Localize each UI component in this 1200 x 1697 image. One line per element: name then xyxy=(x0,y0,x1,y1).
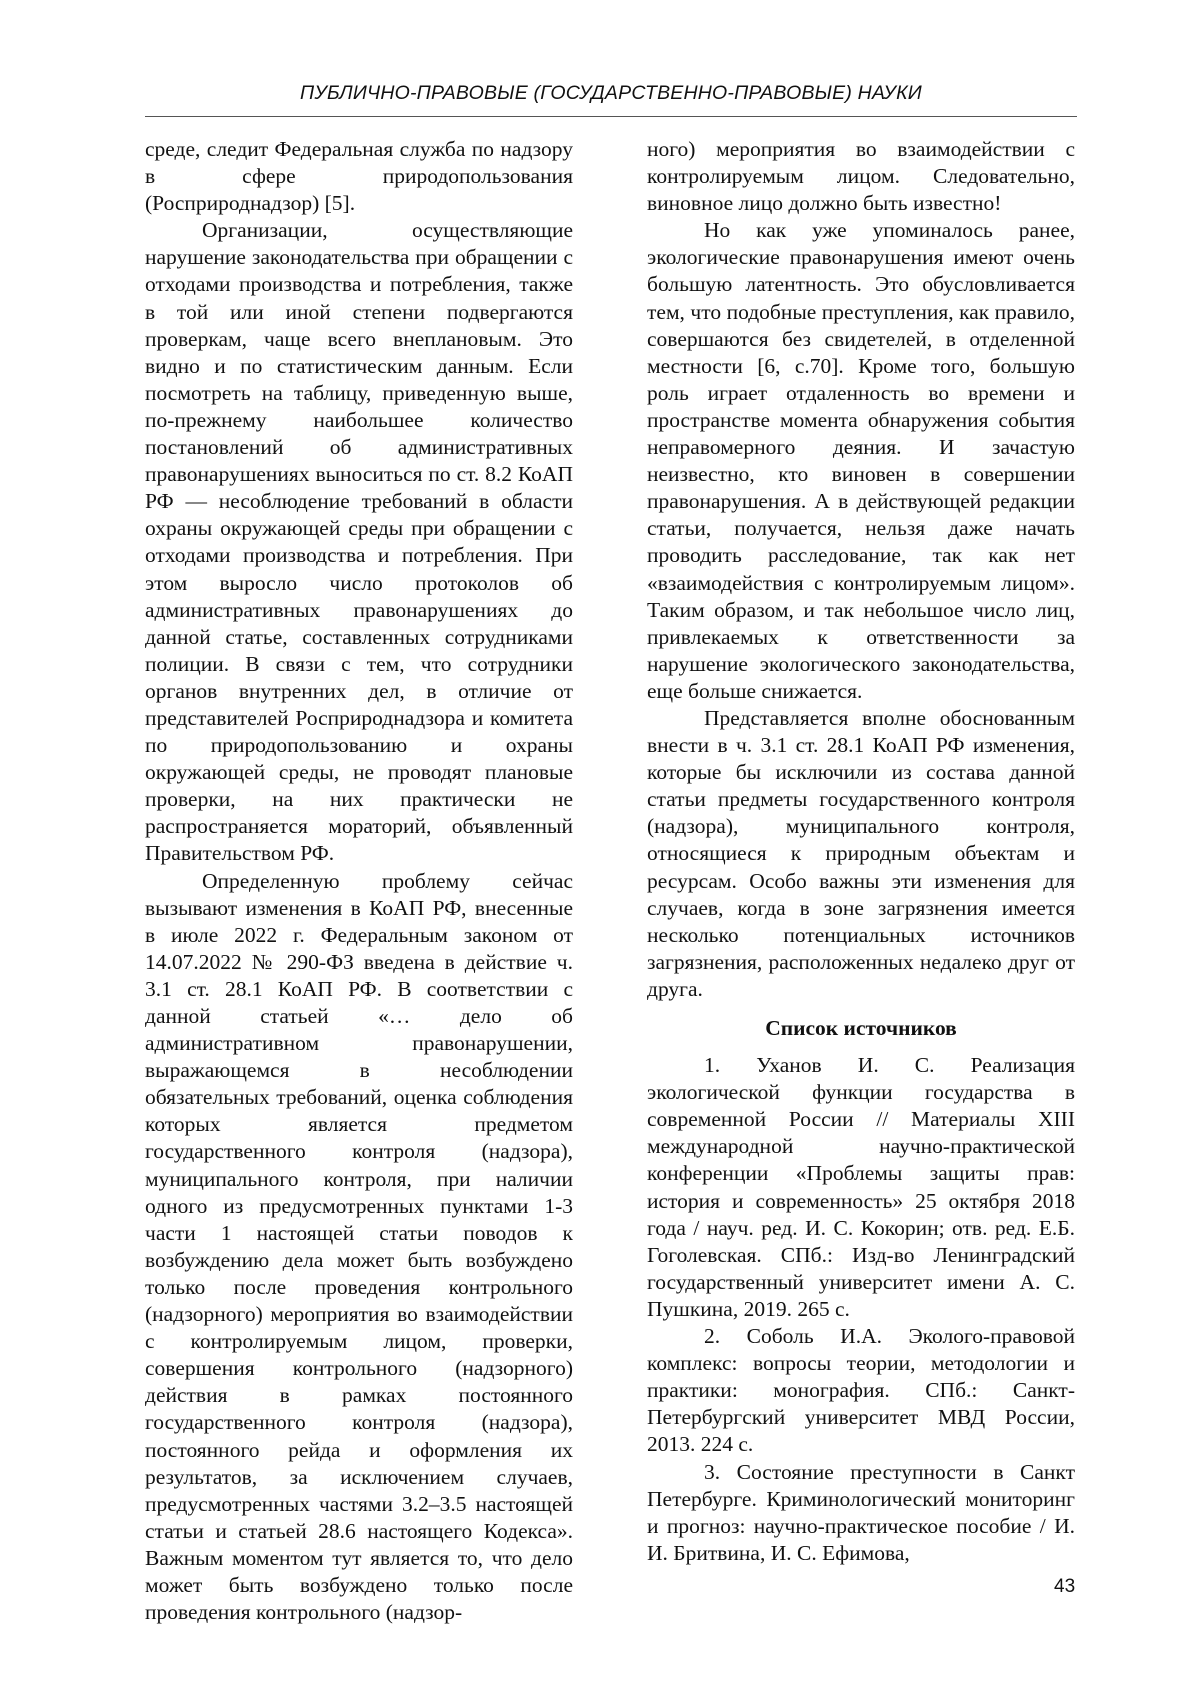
right-paragraph-1: ного) мероприятия во взаимодействии с контролируемым лицом. Следовательно, виновное лицо должно быть известно! xyxy=(647,137,1075,216)
left-column xyxy=(145,136,573,1626)
left-paragraph-2: Организации, осуществляющие нарушение законодательства при обращении с отходами производства и потребления, также в той или иной степени подвергаются проверкам, чаще всего внеплановым. Это видно и по статистическим данным. Если посмотреть на таблицу, приведенную выше, по-прежнему наибольшее количество постановлений об административных правонарушениях выноситься по ст. 8.2 КоАП РФ — несоблюдение требований в области охраны окружающей среды при обращении с отходами производства и потребления. При этом выросло число протоколов об административных правонарушениях до данной статье, составленных сотрудниками полиции. В связи с тем, что сотрудники органов внутренних дел, в отличие от представителей Росприроднадзора и комитета по природопользованию и охраны окружающей среды, не проводят плановые проверки, на них практически не распространяется мораторий, объявленный Правительством РФ. xyxy=(145,218,573,866)
left-paragraph-3: Определенную проблему сейчас вызывают изменения в КоАП РФ, внесенные в июле 2022 г. Федеральным законом от 14.07.2022 № 290-ФЗ введена в действие ч. 3.1 ст. 28.1 КоАП РФ. В соответствии с данной статьей «… дело об административном правонарушении, выражающемся в несоблюдении обязательных требований, оценка соблюдения которых является предметом государственного контроля (надзора), муниципального контроля, при наличии одного из предусмотренных пунктами 1-3 части 1 настоящей статьи поводов к возбуждению дела может быть возбуждено только после проведения контрольного (надзорного) мероприятия во взаимодействии с контролируемым лицом, проверки, совершения контрольного (надзорного) действия в рамках постоянного государственного контроля (надзора), постоянного рейда и оформления их результатов, за исключением случаев, предусмотренных частями 3.2–3.5 настоящей статьи и статьей 28.6 настоящего Кодекса». Важным моментом тут является то, что дело может быть возбуждено только после проведения контрольного (надзор- xyxy=(145,868,573,1625)
running-header: ПУБЛИЧНО-ПРАВОВЫЕ (ГОСУДАРСТВЕННО-ПРАВОВЫЕ) НАУКИ xyxy=(300,82,922,104)
left-paragraph-1: среде, следит Федеральная служба по надзору в сфере природопользования (Росприроднадзор) [5]. xyxy=(145,137,573,216)
page-number: 43 xyxy=(1054,1576,1076,1597)
reference-1: 1. Уханов И. С. Реализация экологической функции государства в современной России // Материалы XIII международной научно-практической конференции «Проблемы защиты прав: история и современность» 25 октября 2018 года / науч. ред. И. С. Кокорин; отв. ред. Е.Б. Гоголевская. СПб.: Изд-во Ленинградский государственный университет имени А. С. Пушкина, 2019. 265 с. xyxy=(647,1053,1075,1321)
reference-3: 3. Состояние преступности в Санкт Петербурге. Криминологический мониторинг и прогноз: научно-практическое пособие / И. И. Бритвина, И. С. Ефимова, xyxy=(647,1459,1075,1565)
right-paragraph-2: Но как уже упоминалось ранее, экологические правонарушения имеют очень большую латентность. Это обусловливается тем, что подобные преступления, как правило, совершаются без свидетелей, в отделенной местности [6, с.70]. Кроме того, большую роль играет отдаленность во времени и пространстве момента обнаружения события неправомерного деяния. И зачастую неизвестно, кто виновен в совершении правонарушения. А в действующей редакции статьи, получается, нельзя даже начать проводить расследование, так как нет «взаимодействия с контролируемым лицом». Таким образом, и так небольшое число лиц, привлекаемых к ответственности за нарушение экологического законодательства, еще больше снижается. xyxy=(647,218,1075,703)
references-heading: Список источников xyxy=(765,1016,957,1040)
header-rule xyxy=(145,116,1077,117)
reference-2: 2. Соболь И.А. Эколого-правовой комплекс: вопросы теории, методологии и практики: монография. СПб.: Санкт-Петербургский университет МВД России, 2013. 224 с. xyxy=(647,1324,1075,1457)
right-paragraph-3: Представляется вполне обоснованным внести в ч. 3.1 ст. 28.1 КоАП РФ изменения, которые бы исключили из состава данной статьи предметы государственного контроля (надзора), муниципального контроля, относящиеся к природным объектам и ресурсам. Особо важны эти изменения для случаев, когда в зоне загрязнения имеется несколько потенциальных источников загрязнения, расположенных недалеко друг от друга. xyxy=(647,705,1075,1001)
right-column xyxy=(647,136,1075,1567)
